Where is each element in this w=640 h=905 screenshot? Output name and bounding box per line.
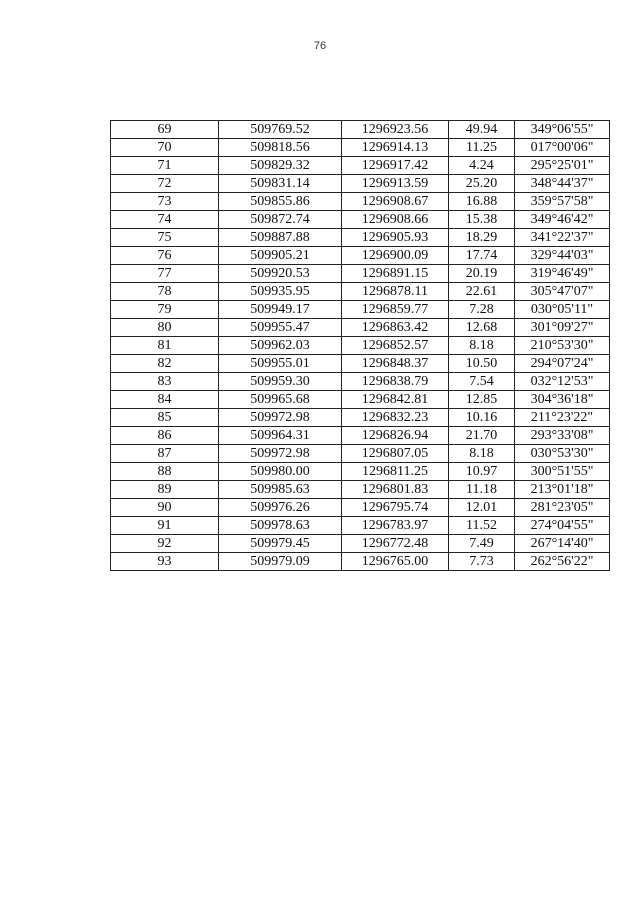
northing-cell: 1296900.09 bbox=[342, 247, 449, 265]
point-number-cell: 71 bbox=[111, 157, 219, 175]
easting-cell: 509965.68 bbox=[219, 391, 342, 409]
distance-cell: 11.25 bbox=[449, 139, 515, 157]
point-number-cell: 88 bbox=[111, 463, 219, 481]
point-number-cell: 78 bbox=[111, 283, 219, 301]
bearing-cell: 304°36'18" bbox=[515, 391, 610, 409]
point-number-cell: 80 bbox=[111, 319, 219, 337]
northing-cell: 1296908.67 bbox=[342, 193, 449, 211]
northing-cell: 1296842.81 bbox=[342, 391, 449, 409]
point-number-cell: 75 bbox=[111, 229, 219, 247]
bearing-cell: 300°51'55" bbox=[515, 463, 610, 481]
distance-cell: 16.88 bbox=[449, 193, 515, 211]
distance-cell: 11.52 bbox=[449, 517, 515, 535]
bearing-cell: 032°12'53" bbox=[515, 373, 610, 391]
distance-cell: 10.16 bbox=[449, 409, 515, 427]
point-number-cell: 93 bbox=[111, 553, 219, 571]
distance-cell: 8.18 bbox=[449, 337, 515, 355]
point-number-cell: 77 bbox=[111, 265, 219, 283]
coordinates-table-body bbox=[111, 121, 610, 571]
table-row bbox=[111, 355, 610, 373]
northing-cell: 1296878.11 bbox=[342, 283, 449, 301]
point-number-cell: 69 bbox=[111, 121, 219, 139]
bearing-cell: 348°44'37" bbox=[515, 175, 610, 193]
bearing-cell: 359°57'58" bbox=[515, 193, 610, 211]
bearing-cell: 301°09'27" bbox=[515, 319, 610, 337]
table-row bbox=[111, 157, 610, 175]
point-number-cell: 81 bbox=[111, 337, 219, 355]
easting-cell: 509959.30 bbox=[219, 373, 342, 391]
coordinates-table bbox=[110, 120, 610, 571]
bearing-cell: 274°04'55" bbox=[515, 517, 610, 535]
distance-cell: 12.68 bbox=[449, 319, 515, 337]
northing-cell: 1296826.94 bbox=[342, 427, 449, 445]
easting-cell: 509972.98 bbox=[219, 409, 342, 427]
point-number-cell: 72 bbox=[111, 175, 219, 193]
bearing-cell: 305°47'07" bbox=[515, 283, 610, 301]
point-number-cell: 90 bbox=[111, 499, 219, 517]
point-number-cell: 91 bbox=[111, 517, 219, 535]
bearing-cell: 213°01'18" bbox=[515, 481, 610, 499]
point-number-cell: 83 bbox=[111, 373, 219, 391]
northing-cell: 1296914.13 bbox=[342, 139, 449, 157]
table-row bbox=[111, 391, 610, 409]
distance-cell: 7.73 bbox=[449, 553, 515, 571]
bearing-cell: 281°23'05" bbox=[515, 499, 610, 517]
easting-cell: 509962.03 bbox=[219, 337, 342, 355]
bearing-cell: 030°05'11" bbox=[515, 301, 610, 319]
point-number-cell: 74 bbox=[111, 211, 219, 229]
northing-cell: 1296801.83 bbox=[342, 481, 449, 499]
table-row bbox=[111, 427, 610, 445]
northing-cell: 1296807.05 bbox=[342, 445, 449, 463]
point-number-cell: 79 bbox=[111, 301, 219, 319]
easting-cell: 509985.63 bbox=[219, 481, 342, 499]
point-number-cell: 87 bbox=[111, 445, 219, 463]
distance-cell: 4.24 bbox=[449, 157, 515, 175]
bearing-cell: 329°44'03" bbox=[515, 247, 610, 265]
easting-cell: 509949.17 bbox=[219, 301, 342, 319]
northing-cell: 1296848.37 bbox=[342, 355, 449, 373]
distance-cell: 17.74 bbox=[449, 247, 515, 265]
northing-cell: 1296838.79 bbox=[342, 373, 449, 391]
table-row bbox=[111, 517, 610, 535]
point-number-cell: 92 bbox=[111, 535, 219, 553]
point-number-cell: 82 bbox=[111, 355, 219, 373]
table-row bbox=[111, 553, 610, 571]
point-number-cell: 84 bbox=[111, 391, 219, 409]
distance-cell: 10.97 bbox=[449, 463, 515, 481]
northing-cell: 1296908.66 bbox=[342, 211, 449, 229]
easting-cell: 509979.45 bbox=[219, 535, 342, 553]
table-row bbox=[111, 301, 610, 319]
page-number: 76 bbox=[313, 40, 327, 52]
table-row bbox=[111, 337, 610, 355]
distance-cell: 18.29 bbox=[449, 229, 515, 247]
distance-cell: 7.54 bbox=[449, 373, 515, 391]
table-row bbox=[111, 463, 610, 481]
distance-cell: 10.50 bbox=[449, 355, 515, 373]
table-row bbox=[111, 373, 610, 391]
northing-cell: 1296917.42 bbox=[342, 157, 449, 175]
point-number-cell: 89 bbox=[111, 481, 219, 499]
bearing-cell: 267°14'40" bbox=[515, 535, 610, 553]
easting-cell: 509855.86 bbox=[219, 193, 342, 211]
northing-cell: 1296863.42 bbox=[342, 319, 449, 337]
bearing-cell: 017°00'06" bbox=[515, 139, 610, 157]
easting-cell: 509978.63 bbox=[219, 517, 342, 535]
bearing-cell: 262°56'22" bbox=[515, 553, 610, 571]
northing-cell: 1296772.48 bbox=[342, 535, 449, 553]
table-row bbox=[111, 265, 610, 283]
table-row bbox=[111, 409, 610, 427]
point-number-cell: 85 bbox=[111, 409, 219, 427]
northing-cell: 1296832.23 bbox=[342, 409, 449, 427]
northing-cell: 1296859.77 bbox=[342, 301, 449, 319]
bearing-cell: 295°25'01" bbox=[515, 157, 610, 175]
easting-cell: 509976.26 bbox=[219, 499, 342, 517]
bearing-cell: 210°53'30" bbox=[515, 337, 610, 355]
northing-cell: 1296795.74 bbox=[342, 499, 449, 517]
distance-cell: 22.61 bbox=[449, 283, 515, 301]
easting-cell: 509964.31 bbox=[219, 427, 342, 445]
easting-cell: 509829.32 bbox=[219, 157, 342, 175]
easting-cell: 509831.14 bbox=[219, 175, 342, 193]
easting-cell: 509955.47 bbox=[219, 319, 342, 337]
table-row bbox=[111, 139, 610, 157]
distance-cell: 15.38 bbox=[449, 211, 515, 229]
easting-cell: 509872.74 bbox=[219, 211, 342, 229]
table-row bbox=[111, 535, 610, 553]
table-row bbox=[111, 283, 610, 301]
bearing-cell: 319°46'49" bbox=[515, 265, 610, 283]
northing-cell: 1296891.15 bbox=[342, 265, 449, 283]
easting-cell: 509818.56 bbox=[219, 139, 342, 157]
northing-cell: 1296923.56 bbox=[342, 121, 449, 139]
table-row bbox=[111, 445, 610, 463]
distance-cell: 11.18 bbox=[449, 481, 515, 499]
point-number-cell: 73 bbox=[111, 193, 219, 211]
northing-cell: 1296905.93 bbox=[342, 229, 449, 247]
table-row bbox=[111, 175, 610, 193]
distance-cell: 7.49 bbox=[449, 535, 515, 553]
point-number-cell: 70 bbox=[111, 139, 219, 157]
bearing-cell: 211°23'22" bbox=[515, 409, 610, 427]
northing-cell: 1296811.25 bbox=[342, 463, 449, 481]
easting-cell: 509955.01 bbox=[219, 355, 342, 373]
table-row bbox=[111, 121, 610, 139]
distance-cell: 12.85 bbox=[449, 391, 515, 409]
bearing-cell: 294°07'24" bbox=[515, 355, 610, 373]
point-number-cell: 76 bbox=[111, 247, 219, 265]
easting-cell: 509979.09 bbox=[219, 553, 342, 571]
northing-cell: 1296765.00 bbox=[342, 553, 449, 571]
table-row bbox=[111, 481, 610, 499]
easting-cell: 509935.95 bbox=[219, 283, 342, 301]
table-row bbox=[111, 229, 610, 247]
northing-cell: 1296913.59 bbox=[342, 175, 449, 193]
distance-cell: 12.01 bbox=[449, 499, 515, 517]
easting-cell: 509920.53 bbox=[219, 265, 342, 283]
distance-cell: 7.28 bbox=[449, 301, 515, 319]
distance-cell: 8.18 bbox=[449, 445, 515, 463]
easting-cell: 509905.21 bbox=[219, 247, 342, 265]
table-row bbox=[111, 499, 610, 517]
easting-cell: 509887.88 bbox=[219, 229, 342, 247]
bearing-cell: 293°33'08" bbox=[515, 427, 610, 445]
table-row bbox=[111, 319, 610, 337]
distance-cell: 49.94 bbox=[449, 121, 515, 139]
distance-cell: 20.19 bbox=[449, 265, 515, 283]
table-row bbox=[111, 247, 610, 265]
bearing-cell: 349°06'55" bbox=[515, 121, 610, 139]
easting-cell: 509769.52 bbox=[219, 121, 342, 139]
northing-cell: 1296852.57 bbox=[342, 337, 449, 355]
table-row bbox=[111, 211, 610, 229]
bearing-cell: 030°53'30" bbox=[515, 445, 610, 463]
easting-cell: 509980.00 bbox=[219, 463, 342, 481]
bearing-cell: 341°22'37" bbox=[515, 229, 610, 247]
easting-cell: 509972.98 bbox=[219, 445, 342, 463]
distance-cell: 21.70 bbox=[449, 427, 515, 445]
bearing-cell: 349°46'42" bbox=[515, 211, 610, 229]
table-row bbox=[111, 193, 610, 211]
distance-cell: 25.20 bbox=[449, 175, 515, 193]
point-number-cell: 86 bbox=[111, 427, 219, 445]
northing-cell: 1296783.97 bbox=[342, 517, 449, 535]
